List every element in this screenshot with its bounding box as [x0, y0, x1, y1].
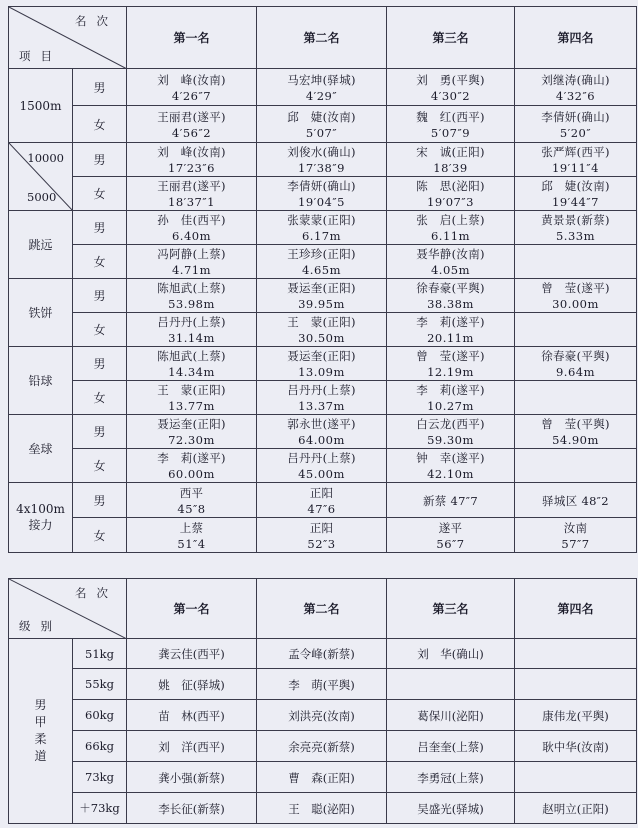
result-cell: 聂运奎(正阳) 39.95m — [257, 279, 387, 313]
weight-class: 60kg — [73, 700, 127, 731]
result-cell: 王 聪(泌阳) — [257, 793, 387, 824]
group-label-mens-judo: 男 甲 柔 道 — [9, 639, 73, 824]
event-5000-label: 5000 — [27, 190, 57, 204]
result-cell: 王丽君(遂平) 4′56″2 — [127, 106, 257, 143]
event-1500m: 1500m — [9, 69, 73, 143]
result-cell: 曾 莹(遂平) 12.19m — [387, 347, 515, 381]
result-cell: 王 蒙(正阳) 13.77m — [127, 381, 257, 415]
table-row — [9, 106, 637, 143]
result-cell: 孙 佳(西平) 6.40m — [127, 211, 257, 245]
result-cell: 冯阿静(上蔡) 4.71m — [127, 245, 257, 279]
sex-label: 女 — [73, 313, 127, 347]
result-cell: 刘继涛(确山) 4′32″6 — [515, 69, 637, 106]
sex-label: 男 — [73, 211, 127, 245]
table-row — [9, 762, 637, 793]
header-fourth: 第四名 — [515, 579, 637, 639]
result-cell: 新蔡 47″7 — [387, 483, 515, 518]
weight-class: 66kg — [73, 731, 127, 762]
result-cell: 陈旭武(上蔡) 14.34m — [127, 347, 257, 381]
result-cell: 李 莉(遂平) 60.00m — [127, 449, 257, 483]
result-cell: 陈旭武(上蔡) 53.98m — [127, 279, 257, 313]
weight-class: 55kg — [73, 669, 127, 700]
result-cell: 刘 峰(汝南) 4′26″7 — [127, 69, 257, 106]
table-row — [9, 415, 637, 449]
corner-top-label: 名次 — [75, 586, 118, 600]
event-long-jump: 跳远 — [9, 211, 73, 279]
result-cell: 余亮亮(新蔡) — [257, 731, 387, 762]
table-row — [9, 731, 637, 762]
table-row — [9, 518, 637, 553]
result-cell: 李倩妍(确山) 19′04″5 — [257, 177, 387, 211]
result-cell: 汝南 57″7 — [515, 518, 637, 553]
result-cell: 黄景景(新蔡) 5.33m — [515, 211, 637, 245]
table-row — [9, 669, 637, 700]
result-cell: 葛保川(泌阳) — [387, 700, 515, 731]
result-cell: 聂华静(汝南) 4.05m — [387, 245, 515, 279]
weight-class: 51kg — [73, 639, 127, 669]
event-relay-line1: 4x100m — [16, 502, 65, 516]
result-cell: 吕丹丹(上蔡) 31.14m — [127, 313, 257, 347]
sex-label: 男 — [73, 483, 127, 518]
sex-label: 女 — [73, 177, 127, 211]
result-cell: 聂运奎(正阳) 13.09m — [257, 347, 387, 381]
sex-label: 女 — [73, 518, 127, 553]
result-cell-empty — [515, 449, 637, 483]
sex-label: 女 — [73, 245, 127, 279]
result-cell: 正阳 47″6 — [257, 483, 387, 518]
result-cell: 刘 峰(汝南) 17′23″6 — [127, 143, 257, 177]
header-third: 第三名 — [387, 7, 515, 69]
result-cell: 陈 思(泌阳) 19′07″3 — [387, 177, 515, 211]
result-cell: 龚小强(新蔡) — [127, 762, 257, 793]
result-cell: 马宏坤(驿城) 4′29″ — [257, 69, 387, 106]
result-cell-empty — [515, 669, 637, 700]
result-cell: 徐春豪(平舆) 9.64m — [515, 347, 637, 381]
result-cell: 刘 洋(西平) — [127, 731, 257, 762]
table-header-row — [9, 579, 637, 639]
result-cell: 遂平 56″7 — [387, 518, 515, 553]
event-10000-label: 10000 — [27, 151, 64, 165]
result-cell: 龚云佳(西平) — [127, 639, 257, 669]
result-cell: 徐春豪(平舆) 38.38m — [387, 279, 515, 313]
result-cell: 驿城区 48″2 — [515, 483, 637, 518]
result-cell: 吴盛光(驿城) — [387, 793, 515, 824]
result-cell: 邱 婕(汝南) 19′44″7 — [515, 177, 637, 211]
sex-label: 女 — [73, 381, 127, 415]
table-row — [9, 279, 637, 313]
result-cell: 苗 林(西平) — [127, 700, 257, 731]
weight-class: 73kg — [73, 762, 127, 793]
result-cell: 王珍珍(正阳) 4.65m — [257, 245, 387, 279]
event-discus: 铁饼 — [9, 279, 73, 347]
result-cell: 李倩妍(确山) 5′20″ — [515, 106, 637, 143]
result-cell: 刘 勇(平舆) 4′30″2 — [387, 69, 515, 106]
result-cell: 吕奎奎(上蔡) — [387, 731, 515, 762]
result-cell: 李勇冠(上蔡) — [387, 762, 515, 793]
result-cell: 李长征(新蔡) — [127, 793, 257, 824]
result-cell: 正阳 52″3 — [257, 518, 387, 553]
sex-label: 男 — [73, 279, 127, 313]
table-row — [9, 700, 637, 731]
result-cell: 张 启(上蔡) 6.11m — [387, 211, 515, 245]
result-cell: 刘俊水(确山) 17′38″9 — [257, 143, 387, 177]
event-10000-5000 — [9, 143, 73, 211]
table-row — [9, 69, 637, 106]
weight-class: ＋73kg — [73, 793, 127, 824]
result-cell: 张严辉(西平) 19′11″4 — [515, 143, 637, 177]
result-cell: 孟令峰(新蔡) — [257, 639, 387, 669]
result-cell: 李 萌(平舆) — [257, 669, 387, 700]
result-cell-empty — [515, 245, 637, 279]
header-first: 第一名 — [127, 7, 257, 69]
header-fourth: 第四名 — [515, 7, 637, 69]
results-table-track-field — [8, 6, 637, 553]
result-cell: 姚 征(驿城) — [127, 669, 257, 700]
result-cell: 邱 婕(汝南) 5′07″ — [257, 106, 387, 143]
result-cell-empty — [515, 313, 637, 347]
table-row — [9, 211, 637, 245]
result-cell: 李 莉(遂平) 20.11m — [387, 313, 515, 347]
result-cell-empty — [515, 762, 637, 793]
result-cell: 曾 莹(平舆) 54.90m — [515, 415, 637, 449]
result-cell: 白云龙(西平) 59.30m — [387, 415, 515, 449]
header-first: 第一名 — [127, 579, 257, 639]
result-cell: 王丽君(遂平) 18′37″1 — [127, 177, 257, 211]
table-row — [9, 177, 637, 211]
result-cell: 张蒙蒙(正阳) 6.17m — [257, 211, 387, 245]
table-row — [9, 449, 637, 483]
result-cell: 吕丹丹(上蔡) 45.00m — [257, 449, 387, 483]
result-cell: 郭永世(遂平) 64.00m — [257, 415, 387, 449]
corner-bottom-label: 级别 — [19, 619, 62, 633]
result-cell-empty — [515, 639, 637, 669]
table-row — [9, 313, 637, 347]
corner-header — [9, 7, 127, 69]
event-shot-put: 铅球 — [9, 347, 73, 415]
corner-header — [9, 579, 127, 639]
event-relay-line2: 接力 — [28, 518, 53, 532]
sex-label: 女 — [73, 449, 127, 483]
result-cell: 赵明立(正阳) — [515, 793, 637, 824]
result-cell: 曹 森(正阳) — [257, 762, 387, 793]
result-cell: 曾 莹(遂平) 30.00m — [515, 279, 637, 313]
result-cell: 钟 幸(遂平) 42.10m — [387, 449, 515, 483]
table-header-row — [9, 7, 637, 69]
table-row — [9, 143, 637, 177]
sex-label: 女 — [73, 106, 127, 143]
sex-label: 男 — [73, 347, 127, 381]
table-row — [9, 793, 637, 824]
sex-label: 男 — [73, 143, 127, 177]
result-cell: 西平 45″8 — [127, 483, 257, 518]
result-cell: 康伟龙(平舆) — [515, 700, 637, 731]
sex-label: 男 — [73, 69, 127, 106]
result-cell: 上蔡 51″4 — [127, 518, 257, 553]
result-cell: 王 蒙(正阳) 30.50m — [257, 313, 387, 347]
corner-bottom-label: 项目 — [19, 49, 62, 63]
event-softball: 垒球 — [9, 415, 73, 483]
result-cell: 李 莉(遂平) 10.27m — [387, 381, 515, 415]
result-cell: 宋 诚(正阳) 18′39 — [387, 143, 515, 177]
corner-top-label: 名次 — [75, 14, 118, 28]
table-row — [9, 245, 637, 279]
header-third: 第三名 — [387, 579, 515, 639]
table-row — [9, 381, 637, 415]
result-cell-empty — [387, 669, 515, 700]
sex-label: 男 — [73, 415, 127, 449]
result-cell: 聂运奎(正阳) 72.30m — [127, 415, 257, 449]
result-cell: 魏 红(西平) 5′07″9 — [387, 106, 515, 143]
result-cell-empty — [515, 381, 637, 415]
table-row — [9, 483, 637, 518]
result-cell: 刘洪亮(汝南) — [257, 700, 387, 731]
result-cell: 吕丹丹(上蔡) 13.37m — [257, 381, 387, 415]
header-second: 第二名 — [257, 7, 387, 69]
result-cell: 刘 华(确山) — [387, 639, 515, 669]
table-row — [9, 347, 637, 381]
header-second: 第二名 — [257, 579, 387, 639]
table-row — [9, 639, 637, 669]
results-table-judo — [8, 578, 637, 824]
event-relay — [9, 483, 73, 553]
result-cell: 耿中华(汝南) — [515, 731, 637, 762]
